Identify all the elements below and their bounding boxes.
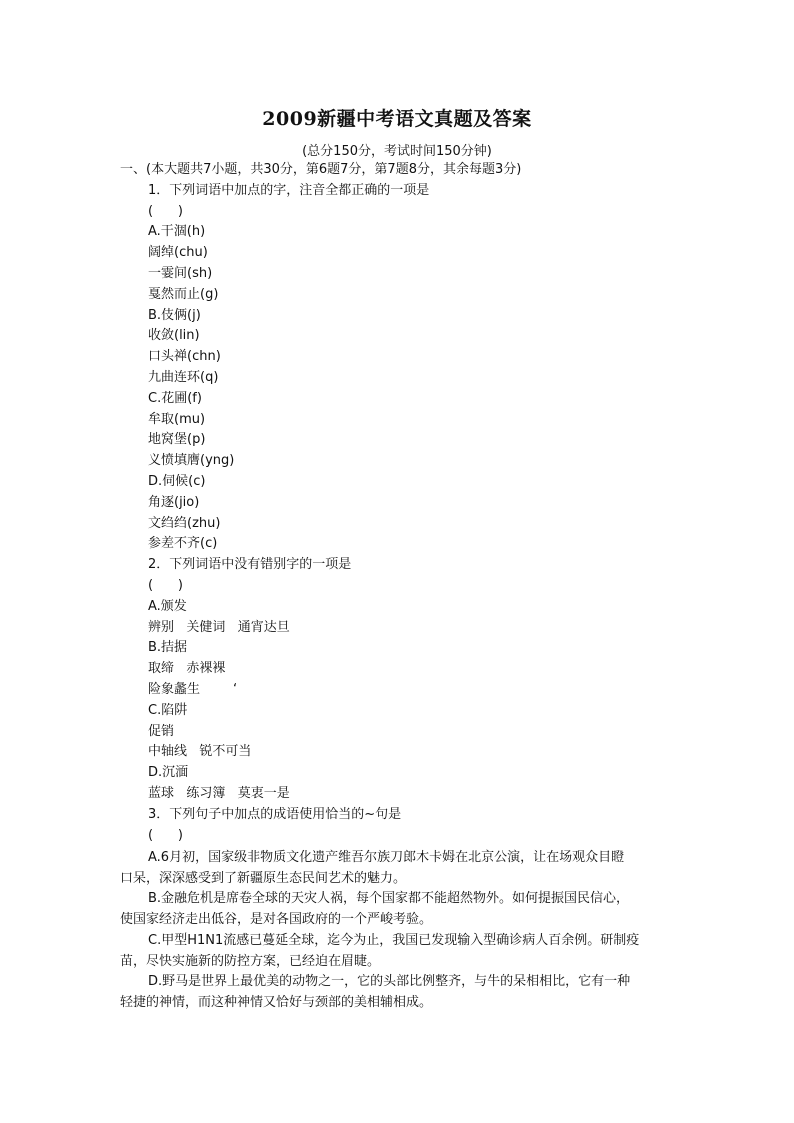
paragraph-line: 苗，尽快实施新的防控方案，已经迫在眉睫。 xyxy=(120,953,381,969)
paragraph-line: B.金融危机是席卷全球的天灾人祸，每个国家都不能超然物外。如何提振国民信心， xyxy=(148,891,630,906)
option-paragraph-b xyxy=(120,889,675,931)
question-text: 1．下列词语中加点的字，注音全都正确的一项是 xyxy=(148,182,430,198)
option-line: 义愤填膺(yng) xyxy=(148,453,235,469)
question-lines xyxy=(120,160,688,846)
option-line: 促销 xyxy=(148,723,175,739)
option-line: 文绉绉(zhu) xyxy=(148,515,221,531)
option-line: 取缔 赤裸裸 xyxy=(148,661,226,677)
question-text: 3．下列句子中加点的成语使用恰当的~句是 xyxy=(148,806,402,822)
option-paragraph-c xyxy=(120,931,675,973)
option-line: 险象蠡生 ‘ xyxy=(148,681,238,697)
option-line: 阔绰(chu) xyxy=(148,245,208,261)
page-title: 2009新疆中考语文真题及答案 xyxy=(262,108,532,130)
option-line: D.伺候(c) xyxy=(148,473,206,489)
paragraph-line: 使国家经济走出低谷，是对各国政府的一个严峻考验。 xyxy=(120,911,433,927)
paragraph-line: D.野马是世界上最优美的动物之一，它的头部比例整齐，与牛的呆相相比，它有一种 xyxy=(148,974,631,989)
option-line: 收敛(lin) xyxy=(148,328,200,344)
paragraph-line: 口呆，深深感受到了新疆原生态民间艺术的魅力。 xyxy=(120,870,407,886)
paragraph-line: C.甲型H1N1流感已蔓延全球，迄今为止，我国已发现输入型确诊病人百余例。研制疫 xyxy=(148,933,640,948)
option-line: A.颁发 xyxy=(148,598,187,614)
option-line: 蓝球 练习簿 莫衷一是 xyxy=(148,785,290,801)
option-line: 一霎间(sh) xyxy=(148,265,213,281)
question-text: 2．下列词语中没有错别字的一项是 xyxy=(148,557,352,573)
option-line: 中轴线 锐不可当 xyxy=(148,744,252,760)
option-paragraph-a xyxy=(120,848,675,890)
option-line: 角逐(jio) xyxy=(148,494,200,510)
option-line: 地窝堡(p) xyxy=(148,432,206,448)
option-line: A.干涸(h) xyxy=(148,224,206,240)
option-line: 参差不齐(c) xyxy=(148,536,218,552)
option-line: 戛然而止(g) xyxy=(148,286,219,302)
option-line: C.花圃(f) xyxy=(148,390,202,406)
option-line: 牟取(mu) xyxy=(148,411,206,427)
option-line: 九曲连环(q) xyxy=(148,369,219,385)
option-line: 辨别 关健词 通宵达旦 xyxy=(148,619,290,635)
paragraph-line: 轻捷的神情，而这种神情又恰好与颈部的美相辅相成。 xyxy=(120,994,433,1010)
option-paragraph-d xyxy=(120,972,675,1014)
answer-bracket: ( ) xyxy=(148,203,183,219)
section-heading: 一、(本大题共7小题，共30分，第6题7分，第7题8分，其余每题3分) xyxy=(120,162,522,177)
answer-bracket: ( ) xyxy=(148,577,183,593)
answer-bracket: ( ) xyxy=(148,827,183,843)
page-subtitle: (总分150分，考试时间150分钟) xyxy=(302,144,492,159)
option-line: B.拮据 xyxy=(148,640,188,656)
paragraph-line: A.6月初，国家级非物质文化遗产维吾尔族刀郎木卡姆在北京公演，让在场观众目瞪 xyxy=(148,850,625,865)
option-line: D.沉湎 xyxy=(148,765,189,781)
option-line: B.伎俩(j) xyxy=(148,307,201,323)
option-line: C.陷阱 xyxy=(148,702,188,718)
option-line: 口头禅(chn) xyxy=(148,349,221,365)
